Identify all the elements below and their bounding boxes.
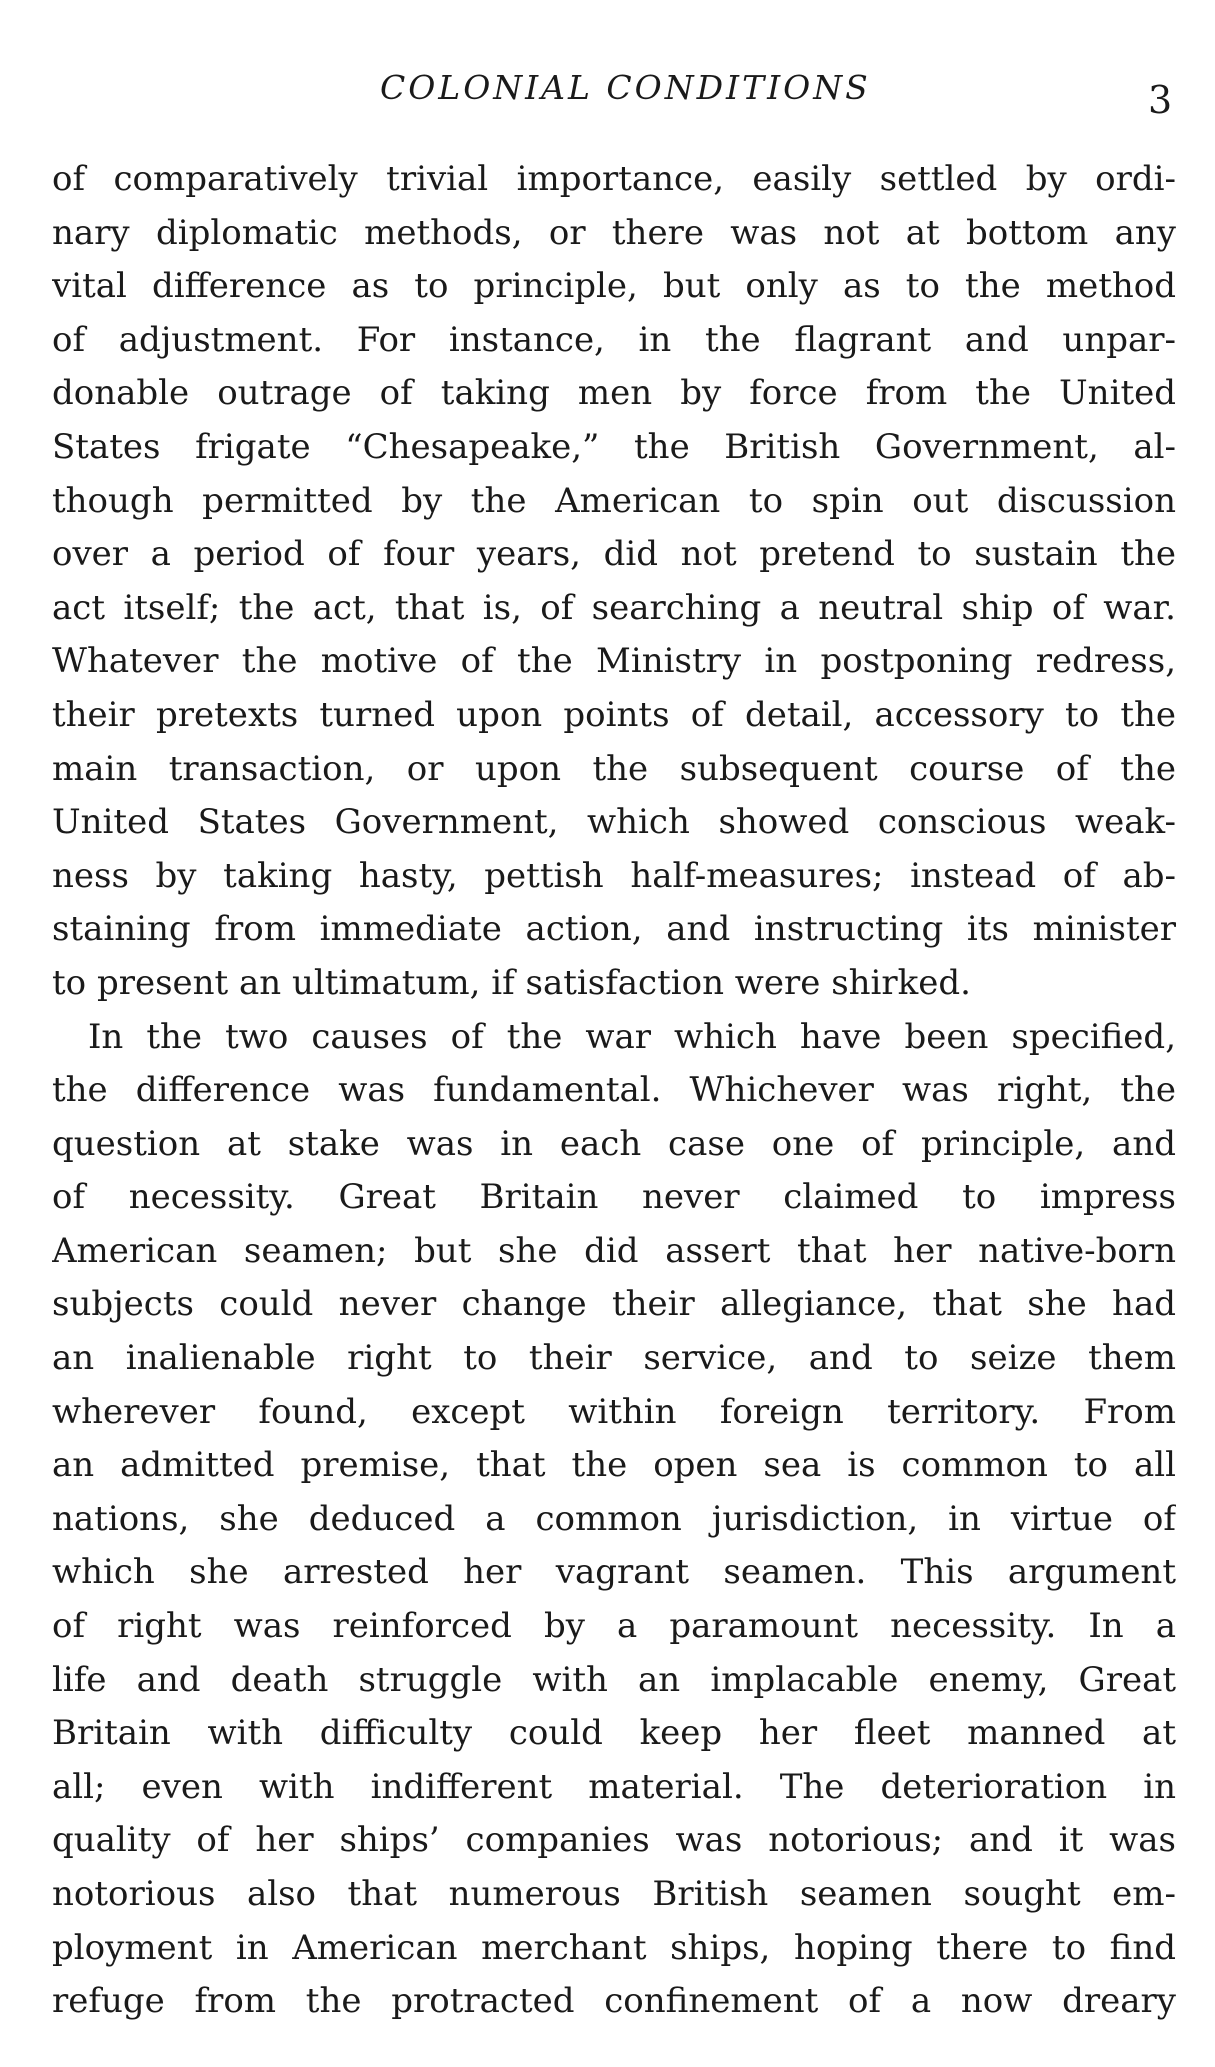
text-line: the difference was fundamental. Whichever was right, the	[52, 1070, 1176, 1111]
text-line: In the two causes of the war which have been specified,	[88, 1016, 1176, 1057]
text-line: quality of her ships’ companies was notorious; and it was	[52, 1820, 1176, 1861]
text-line: Whatever the motive of the Ministry in postponing redress,	[52, 641, 1176, 682]
page-number: 3	[1148, 78, 1173, 122]
text-line: nations, she deduced a common jurisdiction, in virtue of	[52, 1498, 1176, 1539]
text-line: question at stake was in each case one of principle, and	[52, 1123, 1176, 1164]
text-line: vital difference as to principle, but only as to the method	[52, 266, 1176, 307]
text-line: American seamen; but she did assert that her native-born	[52, 1230, 1176, 1271]
text-line: States frigate “Chesapeake,” the British Government, al-	[52, 426, 1176, 467]
text-line: main transaction, or upon the subsequent course of the	[52, 748, 1176, 789]
text-line: ployment in American merchant ships, hoping there to find	[52, 1927, 1176, 1968]
text-line: though permitted by the American to spin out discussion	[52, 480, 1176, 521]
text-line: Britain with difficulty could keep her fleet manned at	[52, 1713, 1176, 1754]
text-line: their pretexts turned upon points of detail, accessory to the	[52, 694, 1176, 735]
text-line: which she arrested her vagrant seamen. This argument	[52, 1552, 1176, 1593]
text-line: wherever found, except within foreign territory. From	[52, 1391, 1176, 1432]
text-line: ness by taking hasty, pettish half-measures; instead of ab-	[52, 855, 1176, 896]
text-line: to present an ultimatum, if satisfaction were shirked.	[52, 962, 971, 1003]
text-line: United States Government, which showed conscious weak-	[52, 802, 1176, 843]
text-line: refuge from the protracted confinement of a now dreary	[52, 1981, 1176, 2022]
text-line: notorious also that numerous British seamen sought em-	[52, 1874, 1176, 1914]
paragraph-2	[52, 1011, 1176, 2029]
text-line: act itself; the act, that is, of searching a neutral ship of war.	[52, 587, 1176, 628]
body-text	[52, 153, 1176, 2029]
text-line: of comparatively trivial importance, easily settled by ordi-	[52, 159, 1176, 199]
text-line: subjects could never change their allegiance, that she had	[52, 1284, 1176, 1325]
text-line: over a period of four years, did not pretend to sustain the	[52, 534, 1176, 575]
text-line: life and death struggle with an implacable enemy, Great	[52, 1659, 1176, 1700]
text-line: of right was reinforced by a paramount necessity. In a	[52, 1606, 1176, 1647]
text-line: of necessity. Great Britain never claimed to impress	[52, 1177, 1176, 1218]
text-line: all; even with indifferent material. The deterioration in	[52, 1766, 1176, 1807]
paragraph-1	[52, 153, 1176, 1011]
text-line: nary diplomatic methods, or there was not at bottom any	[52, 212, 1176, 253]
text-line: donable outrage of taking men by force from the United	[52, 373, 1176, 414]
text-line: staining from immediate action, and instructing its minister	[52, 909, 1176, 950]
text-line: of adjustment. For instance, in the flagrant and unpar-	[52, 319, 1176, 360]
text-line: an admitted premise, that the open sea is common to all	[52, 1445, 1176, 1486]
running-header	[0, 68, 1215, 122]
running-title: COLONIAL CONDITIONS	[380, 68, 871, 107]
text-line: an inalienable right to their service, and to seize them	[52, 1338, 1176, 1379]
